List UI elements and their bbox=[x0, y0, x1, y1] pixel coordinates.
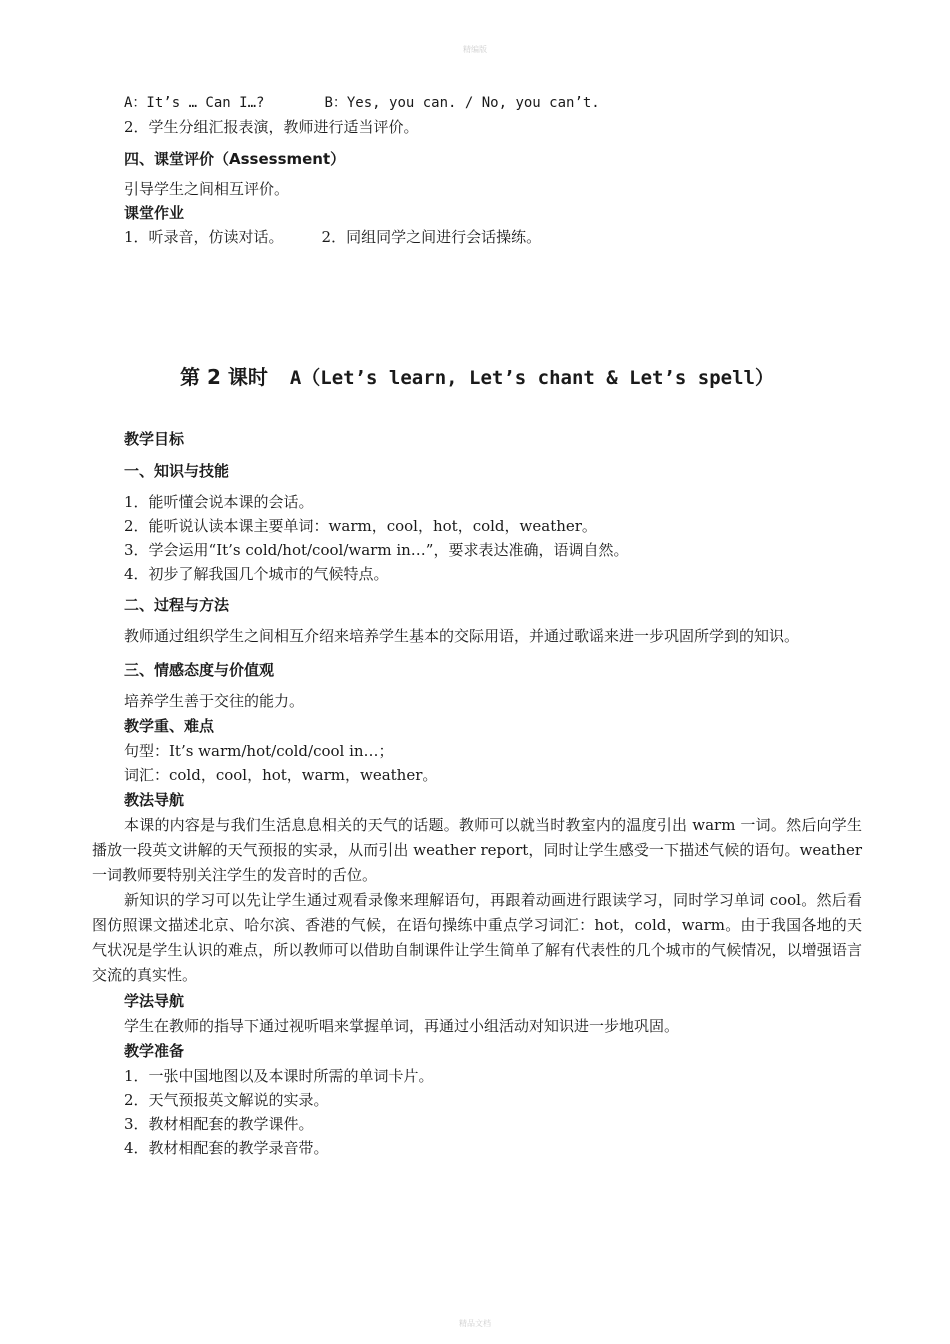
homework-item-1: 1．听录音，仿读对话。 bbox=[124, 228, 284, 246]
section-1-heading: 一、知识与技能 bbox=[124, 462, 230, 480]
lesson-title-cn: 第 2 课时 bbox=[180, 365, 268, 389]
lesson-title-en: A（Let’s learn, Let’s chant & Let’s spell） bbox=[289, 367, 774, 389]
homework-items bbox=[124, 225, 864, 249]
lesson-body bbox=[92, 426, 862, 1160]
section-3-text: 培养学生善于交往的能力。 bbox=[124, 692, 305, 710]
lesson-title bbox=[92, 362, 862, 393]
goal-item: 4．初步了解我国几个城市的气候特点。 bbox=[124, 565, 389, 583]
assessment-heading: 四、课堂评价（Assessment） bbox=[124, 150, 346, 168]
goals-heading: 教学目标 bbox=[124, 430, 185, 448]
dialog-a: A：It’s … Can I…? bbox=[124, 95, 265, 111]
goal-item: 1．能听懂会说本课的会话。 bbox=[124, 493, 314, 511]
dialog-line bbox=[124, 91, 864, 115]
study-method-heading: 学法导航 bbox=[124, 992, 185, 1010]
assessment-text: 引导学生之间相互评价。 bbox=[124, 180, 290, 198]
preparation-heading: 教学准备 bbox=[124, 1042, 185, 1060]
homework-item-2: 2．同组同学之间进行会话操练。 bbox=[321, 228, 542, 246]
footer-watermark: 精品文档 bbox=[459, 1319, 491, 1328]
section-3-heading: 三、情感态度与价值观 bbox=[124, 661, 275, 679]
key-sentence: 句型：It’s warm/hot/cold/cool in…； bbox=[124, 742, 394, 760]
homework-heading: 课堂作业 bbox=[124, 204, 185, 222]
dialog-b: B：Yes, you can. / No, you can’t. bbox=[324, 95, 600, 111]
header-watermark: 精编版 bbox=[463, 45, 487, 54]
preparation-item: 1．一张中国地图以及本课时所需的单词卡片。 bbox=[124, 1067, 434, 1085]
section-2-text: 教师通过组织学生之间相互介绍来培养学生基本的交际用语，并通过歌谣来进一步巩固所学到的知识。 bbox=[124, 627, 800, 645]
teaching-method-p2: 新知识的学习可以先让学生通过观看录像来理解语句，再跟着动画进行跟读学习，同时学习单词 cool。然后看图仿照课文描述北京、哈尔滨、香港的气候，在语句操练中重点学习词汇：hot，cold，warm。由于我国各地的天气状况是学生认识的难点，所以教师可以借助自制课件让学生简单了解有代表性的几个城市的气候情况，以增强语言交流的真实性。 bbox=[92, 891, 862, 984]
report-item: 2．学生分组汇报表演，教师进行适当评价。 bbox=[124, 118, 419, 136]
teaching-method-p1: 本课的内容是与我们生活息息相关的天气的话题。教师可以就当时教室内的温度引出 warm 一词。然后向学生播放一段英文讲解的天气预报的实录，从而引出 weather report，同时让学生感受一下描述气候的语句。weather 一词教师要特别关注学生的发音时的舌位。 bbox=[92, 816, 862, 884]
key-words: 词汇：cold，cool，hot，warm，weather。 bbox=[124, 766, 438, 784]
study-method-text: 学生在教师的指导下通过视听唱来掌握单词，再通过小组活动对知识进一步地巩固。 bbox=[124, 1017, 680, 1035]
preparation-item: 4．教材相配套的教学录音带。 bbox=[124, 1139, 329, 1157]
preparation-item: 2．天气预报英文解说的实录。 bbox=[124, 1091, 329, 1109]
preparation-item: 3．教材相配套的教学课件。 bbox=[124, 1115, 314, 1133]
top-section bbox=[124, 91, 864, 249]
teaching-method-heading: 教法导航 bbox=[124, 791, 185, 809]
key-points-heading: 教学重、难点 bbox=[124, 717, 215, 735]
goal-item: 3．学会运用“It’s cold/hot/cool/warm in…”，要求表达准确，语调自然。 bbox=[124, 541, 629, 559]
section-2-heading: 二、过程与方法 bbox=[124, 596, 230, 614]
goal-item: 2．能听说认读本课主要单词：warm，cool，hot，cold，weather。 bbox=[124, 517, 597, 535]
